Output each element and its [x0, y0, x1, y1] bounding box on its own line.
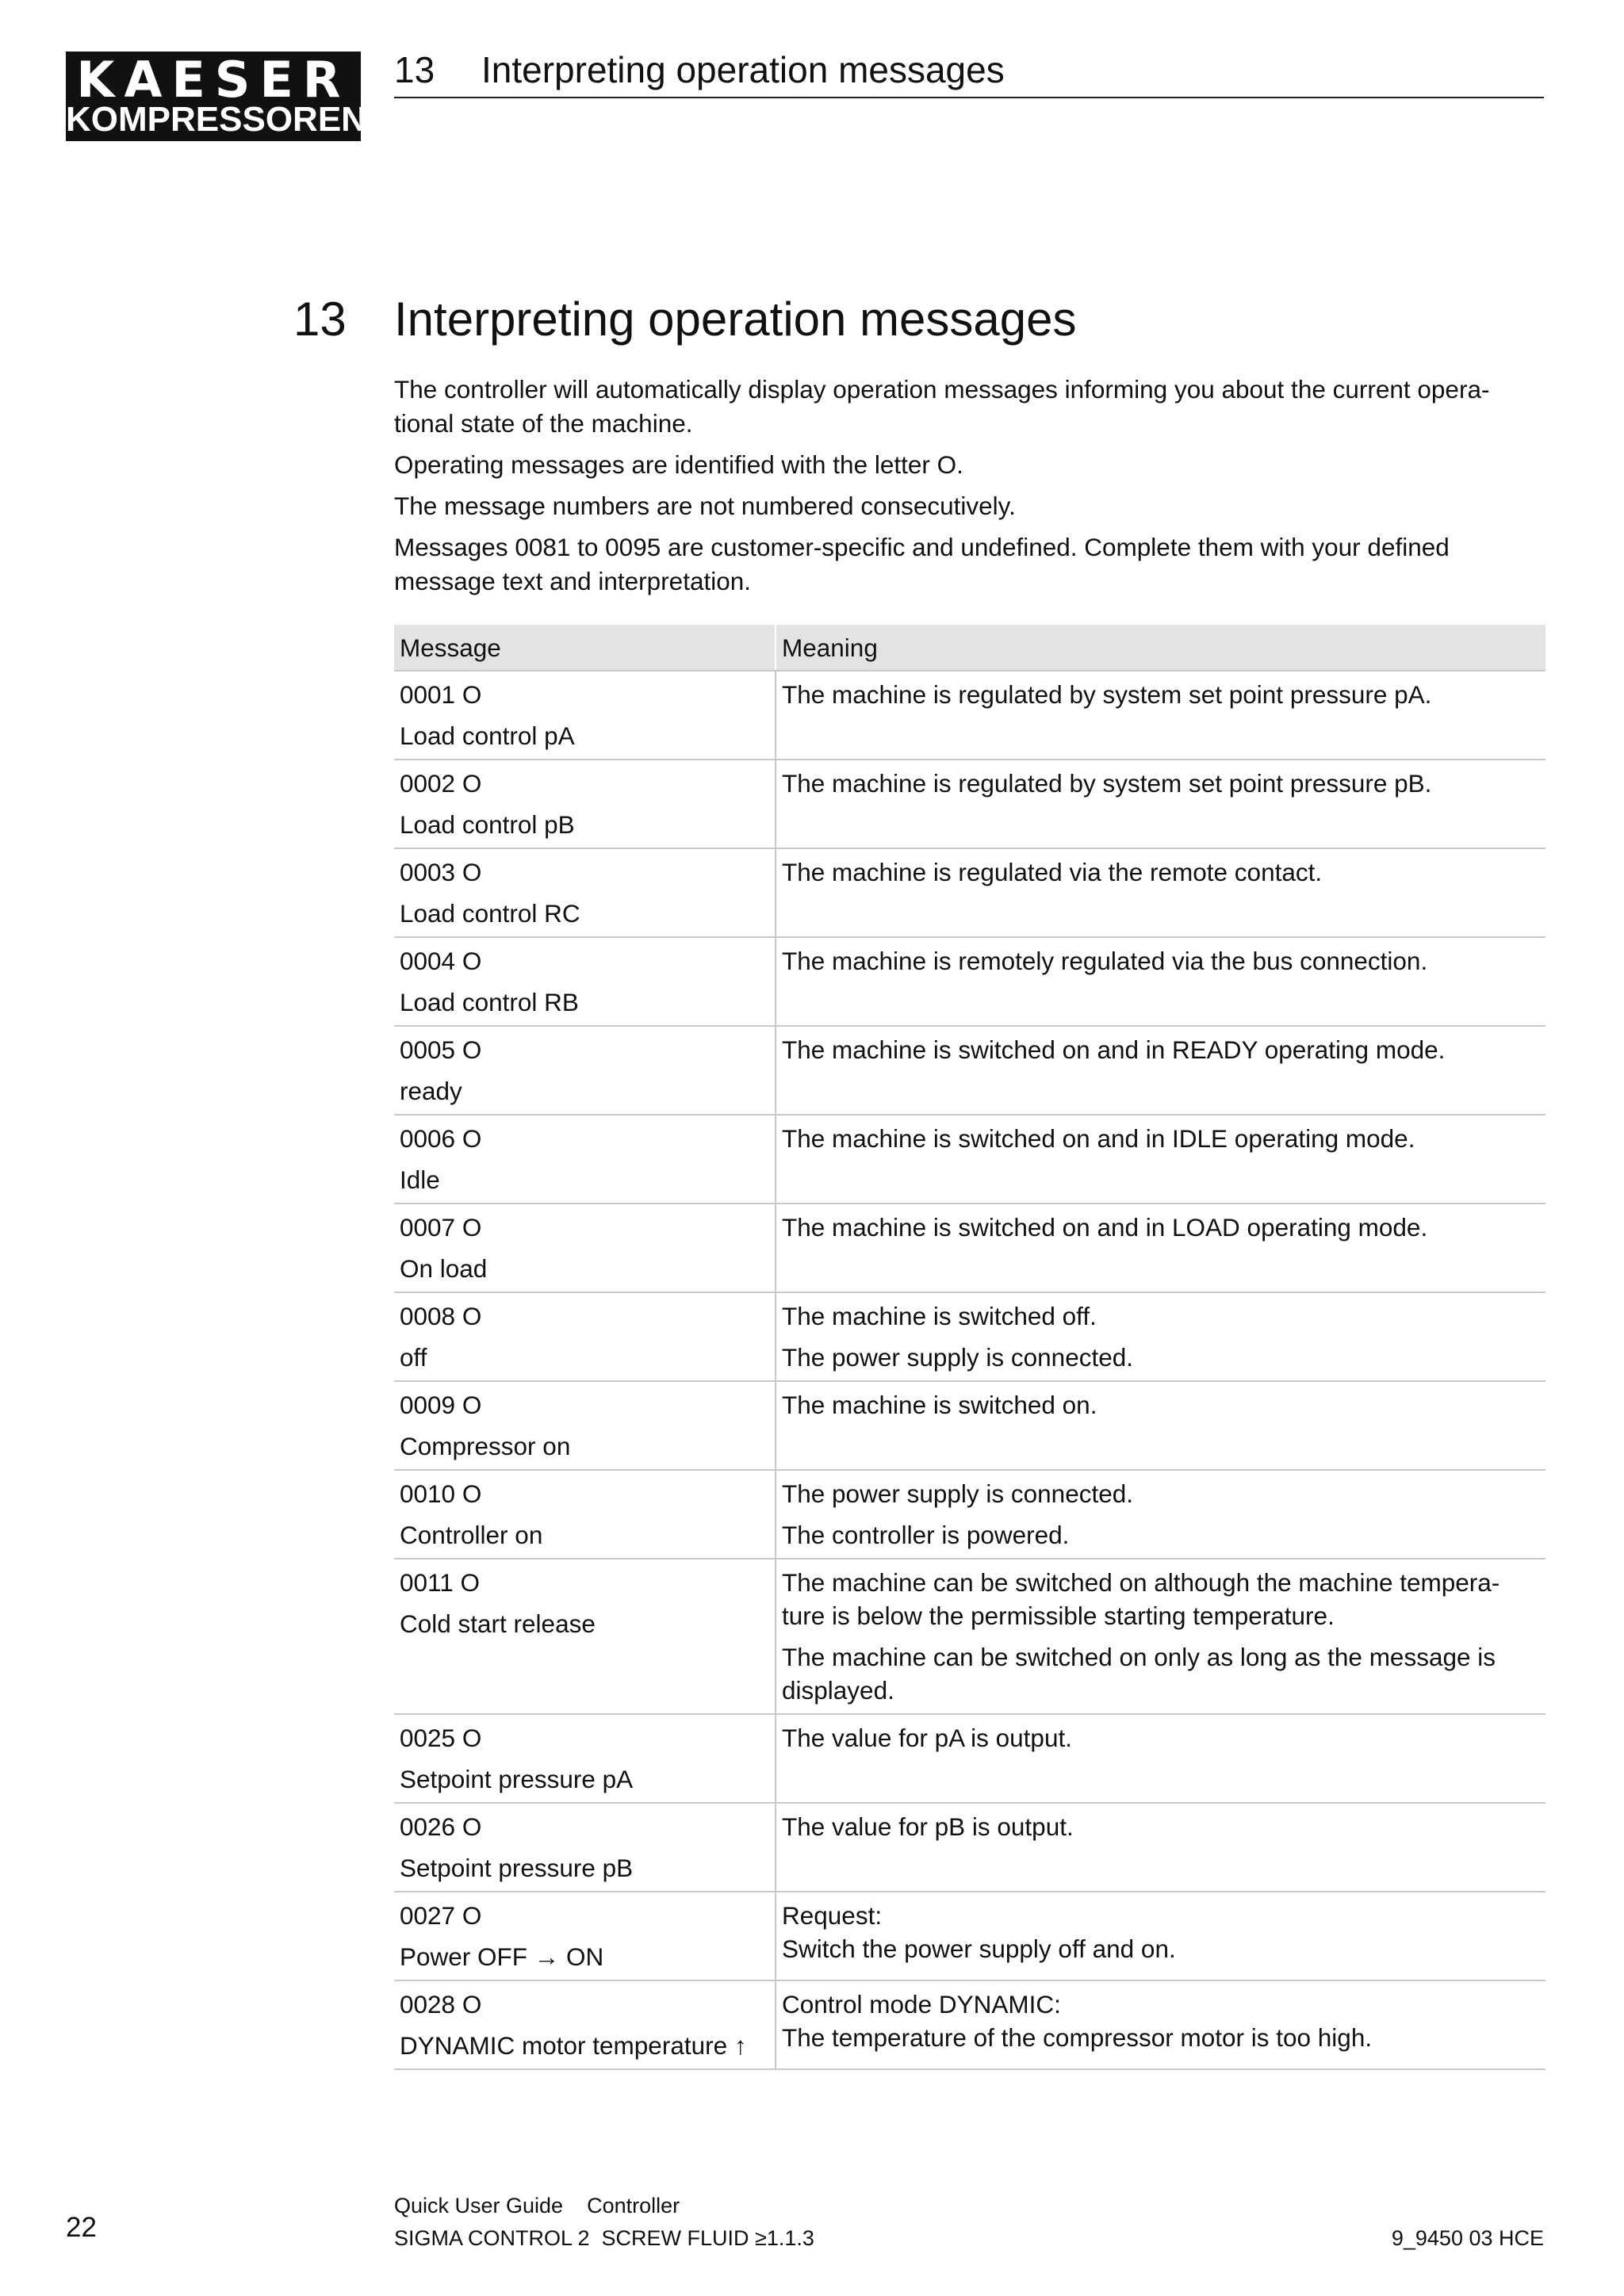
message-code: 0027 O — [400, 1901, 482, 1930]
message-code: 0028 O — [400, 1990, 482, 2019]
message-name: Load control RB — [400, 988, 579, 1016]
meaning-cell — [776, 1203, 1545, 1292]
message-cell — [394, 1026, 776, 1115]
message-code: 0011 O — [400, 1568, 480, 1597]
meaning-text: The machine is remotely regulated via the bus connection. — [782, 947, 1428, 975]
meaning-text: The machine is regulated via the remote contact. — [782, 858, 1323, 886]
message-cell — [394, 1803, 776, 1892]
intro-text — [394, 373, 1545, 606]
table-row — [394, 1203, 1545, 1292]
message-cell — [394, 1714, 776, 1803]
meaning-text: The machine can be switched on only as long as the message is displayed. — [782, 1643, 1496, 1705]
message-code: 0025 O — [400, 1724, 482, 1752]
table-row — [394, 1559, 1545, 1714]
meaning-text: The power supply is connected. — [782, 1479, 1133, 1508]
message-name: Load control pB — [400, 810, 575, 839]
operation-messages-table — [394, 625, 1545, 2070]
meaning-cell — [776, 1115, 1545, 1203]
table-row — [394, 1470, 1545, 1559]
footer-info — [394, 2190, 814, 2255]
table-row — [394, 1892, 1545, 1980]
meaning-text: Control mode DYNAMIC: — [782, 1990, 1061, 2019]
meaning-cell — [776, 1714, 1545, 1803]
message-name: Controller on — [400, 1521, 543, 1549]
message-cell — [394, 760, 776, 848]
message-code: 0026 O — [400, 1812, 482, 1841]
header-chapter-title: Interpreting operation messages — [481, 49, 1005, 90]
kaeser-logo — [66, 51, 366, 141]
message-code: 0007 O — [400, 1213, 482, 1242]
intro-paragraph: The message numbers are not numbered consecutively. — [394, 492, 1016, 520]
meaning-text: Request: — [782, 1901, 883, 1930]
message-name: Power OFF → ON — [400, 1942, 604, 1971]
meaning-cell — [776, 1803, 1545, 1892]
meaning-cell — [776, 671, 1545, 760]
table-row — [394, 1115, 1545, 1203]
message-cell — [394, 1559, 776, 1714]
message-name: Compressor on — [400, 1432, 571, 1460]
message-code: 0003 O — [400, 858, 482, 886]
meaning-text: The power supply is connected. — [782, 1343, 1133, 1372]
message-cell — [394, 1292, 776, 1381]
meaning-text: Switch the power supply off and on. — [782, 1934, 1176, 1963]
meaning-text: The controller is powered. — [782, 1521, 1070, 1549]
meaning-text: The machine is regulated by system set point pressure pA. — [782, 680, 1432, 709]
document-id: 9_9450 03 HCE — [1391, 2226, 1544, 2250]
table-row — [394, 671, 1545, 760]
message-name: On load — [400, 1254, 488, 1283]
table-row — [394, 848, 1545, 937]
logo-wordmark: KAESER — [76, 51, 350, 109]
message-code: 0008 O — [400, 1302, 482, 1330]
meaning-text: The machine is regulated by system set point pressure pB. — [782, 769, 1432, 798]
meaning-text: The machine is switched on. — [782, 1391, 1097, 1419]
meaning-cell — [776, 1559, 1545, 1714]
message-name: ready — [400, 1077, 462, 1105]
message-code: 0006 O — [400, 1124, 482, 1153]
message-cell — [394, 1115, 776, 1203]
logo-subline: KOMPRESSOREN — [66, 100, 366, 139]
meaning-cell — [776, 1292, 1545, 1381]
table-row — [394, 1803, 1545, 1892]
meaning-text: The machine can be switched on although the machine tempera-ture is below the permissible starting temperature. — [782, 1568, 1500, 1630]
header-chapter-number: 13 — [394, 49, 435, 90]
meaning-text: The machine is switched on and in LOAD operating mode. — [782, 1213, 1428, 1242]
message-name: Cold start release — [400, 1609, 596, 1638]
message-code: 0010 O — [400, 1479, 482, 1508]
message-cell — [394, 1892, 776, 1980]
table-row — [394, 760, 1545, 848]
running-header — [394, 46, 1544, 98]
message-name: DYNAMIC motor temperature ↑ — [400, 2031, 747, 2060]
footer-doc-subject: Controller — [587, 2194, 680, 2218]
chapter-title: Interpreting operation messages — [394, 293, 1077, 346]
meaning-text: The machine is switched on and in READY operating mode. — [782, 1035, 1446, 1064]
message-name: Idle — [400, 1165, 440, 1194]
meaning-cell — [776, 1026, 1545, 1115]
footer-doc-type: Quick User Guide — [394, 2194, 564, 2218]
message-code: 0004 O — [400, 947, 482, 975]
meaning-text: The value for pB is output. — [782, 1812, 1074, 1841]
column-header-meaning: Meaning — [776, 625, 1545, 671]
meaning-cell — [776, 1381, 1545, 1470]
message-cell — [394, 1381, 776, 1470]
meaning-cell — [776, 1470, 1545, 1559]
meaning-text: The temperature of the compressor motor is too high. — [782, 2023, 1373, 2052]
intro-paragraph: Messages 0081 to 0095 are customer-specific and undefined. Complete them with your defined message text and interpretation. — [394, 533, 1450, 595]
table-row — [394, 1714, 1545, 1803]
message-cell — [394, 937, 776, 1026]
chapter-number: 13 — [293, 293, 347, 346]
message-code: 0005 O — [400, 1035, 482, 1064]
message-code: 0001 O — [400, 680, 482, 709]
message-cell — [394, 1980, 776, 2069]
meaning-text: The value for pA is output. — [782, 1724, 1072, 1752]
message-cell — [394, 671, 776, 760]
meaning-cell — [776, 848, 1545, 937]
meaning-text: The machine is switched on and in IDLE operating mode. — [782, 1124, 1415, 1153]
message-name: Load control pA — [400, 721, 575, 750]
message-code: 0009 O — [400, 1391, 482, 1419]
message-cell — [394, 1203, 776, 1292]
table-row — [394, 1980, 1545, 2069]
page-number: 22 — [66, 2212, 97, 2243]
meaning-cell — [776, 760, 1545, 848]
column-header-message: Message — [394, 625, 776, 671]
table-body — [394, 671, 1545, 2069]
message-cell — [394, 848, 776, 937]
footer-product: SIGMA CONTROL 2 SCREW FLUID ≥1.1.3 — [394, 2226, 814, 2250]
message-name: Setpoint pressure pB — [400, 1854, 634, 1882]
intro-paragraph: Operating messages are identified with the letter O. — [394, 450, 963, 479]
message-name: off — [400, 1343, 427, 1372]
meaning-text: The machine is switched off. — [782, 1302, 1097, 1330]
intro-paragraph: The controller will automatically display operation messages informing you about the current opera-tional state of the machine. — [394, 375, 1490, 438]
table-header-row — [394, 625, 1545, 671]
message-code: 0002 O — [400, 769, 482, 798]
meaning-cell — [776, 1892, 1545, 1980]
table-row — [394, 1292, 1545, 1381]
table-row — [394, 1026, 1545, 1115]
table-row — [394, 1381, 1545, 1470]
message-name: Load control RC — [400, 899, 580, 928]
message-name: Setpoint pressure pA — [400, 1765, 634, 1793]
table-row — [394, 937, 1545, 1026]
meaning-cell — [776, 1980, 1545, 2069]
message-cell — [394, 1470, 776, 1559]
chapter-heading — [293, 292, 1077, 347]
meaning-cell — [776, 937, 1545, 1026]
